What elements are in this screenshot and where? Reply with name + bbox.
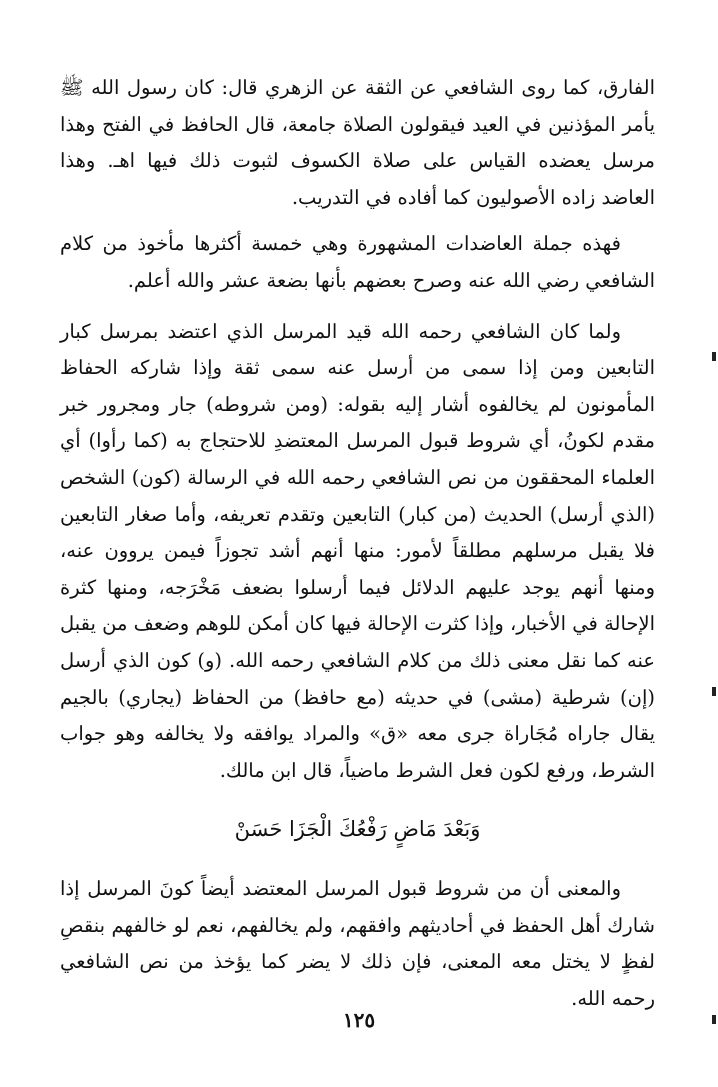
- scan-edge-mark: [712, 687, 716, 696]
- closing-paragraph: والمعنى أن من شروط قبول المرسل المعتضد أيضاً كونَ المرسل إذا شارك أهل الحفظ في أحاديثهم وافقهم، ولم يخالفهم، نعم لو خالفهم بنقصِ لفظٍ لا يختل معه المعنى، فإن ذلك لا يضر كما يؤخذ من نص الشافعي رحمه الله.: [60, 877, 655, 1011]
- paragraph-1: الفارق، كما روى الشافعي عن الثقة عن الزهري قال: كان رسول الله ﷺ يأمر المؤذنين في العيد فيقولون الصلاة جامعة، قال الحافظ في الفتح وهذا مرسل يعضده القياس على صلاة الكسوف لثبوت ذلك فيها اهـ. وهذا العاضد زاده الأصوليون كما أفاده في التدريب.: [60, 76, 655, 209]
- scan-edge-mark: [712, 1015, 716, 1024]
- paragraph-2: فهذه جملة العاضدات المشهورة وهي خمسة أكثرها مأخوذ من كلام الشافعي رضي الله عنه وصرح بعضهم بأنها بضعة عشر والله أعلم.: [60, 232, 655, 292]
- page-number: ١٢٥: [342, 1008, 376, 1032]
- page-body: [60, 70, 655, 1018]
- scan-edge-mark: [712, 352, 716, 361]
- verse-line: وَبَعْدَ مَاضٍ رَفْعُكَ الْجَزَا حَسَنْ: [234, 817, 481, 842]
- spacer: [60, 216, 655, 226]
- spacer: [60, 300, 655, 314]
- paragraph-3: ولما كان الشافعي رحمه الله قيد المرسل الذي اعتضد بمرسل كبار التابعين ومن إذا سمى من أرسل عنه سمى ثقة وإذا شاركه الحفاظ المأمونون لم يخالفوه أشار إليه بقوله: (ومن شروطه) جار ومجرور خبر مقدم لكونُ، أي شروط قبول المرسل المعتضدِ للاحتجاج به (كما رأوا) أي العلماء المحققون من نص الشافعي رحمه الله في الرسالة (كون) الشخص (الذي أرسل) الحديث (من كبار) التابعين وتقدم تعريفه، وأما صغار التابعين فلا يقبل مرسلهم مطلقاً لأمور: منها أنهم أشد تجوزاً فيمن يروون عنه، ومنها أنهم يوجد عليهم الدلائل فيما أرسلوا بضعف مَخْرَجه، ومنها كثرة الإحالة في الأخبار، وإذا كثرت الإحالة فيها كان أمكن للوهم وضعف من يقبل عنه كما نقل معنى ذلك من كلام الشافعي رحمه الله. (و) كون الذي أرسل (إن) شرطية (مشى) في حديثه (مع حافظ) من الحفاظ (يجاري) بالجيم يقال جاراه مُجَاراة جرى معه «ق» والمراد يوافقه ولا يخالفه وهو جواب الشرط، ورفع لكون فعل الشرط ماضياً، قال ابن مالك.: [60, 319, 655, 782]
